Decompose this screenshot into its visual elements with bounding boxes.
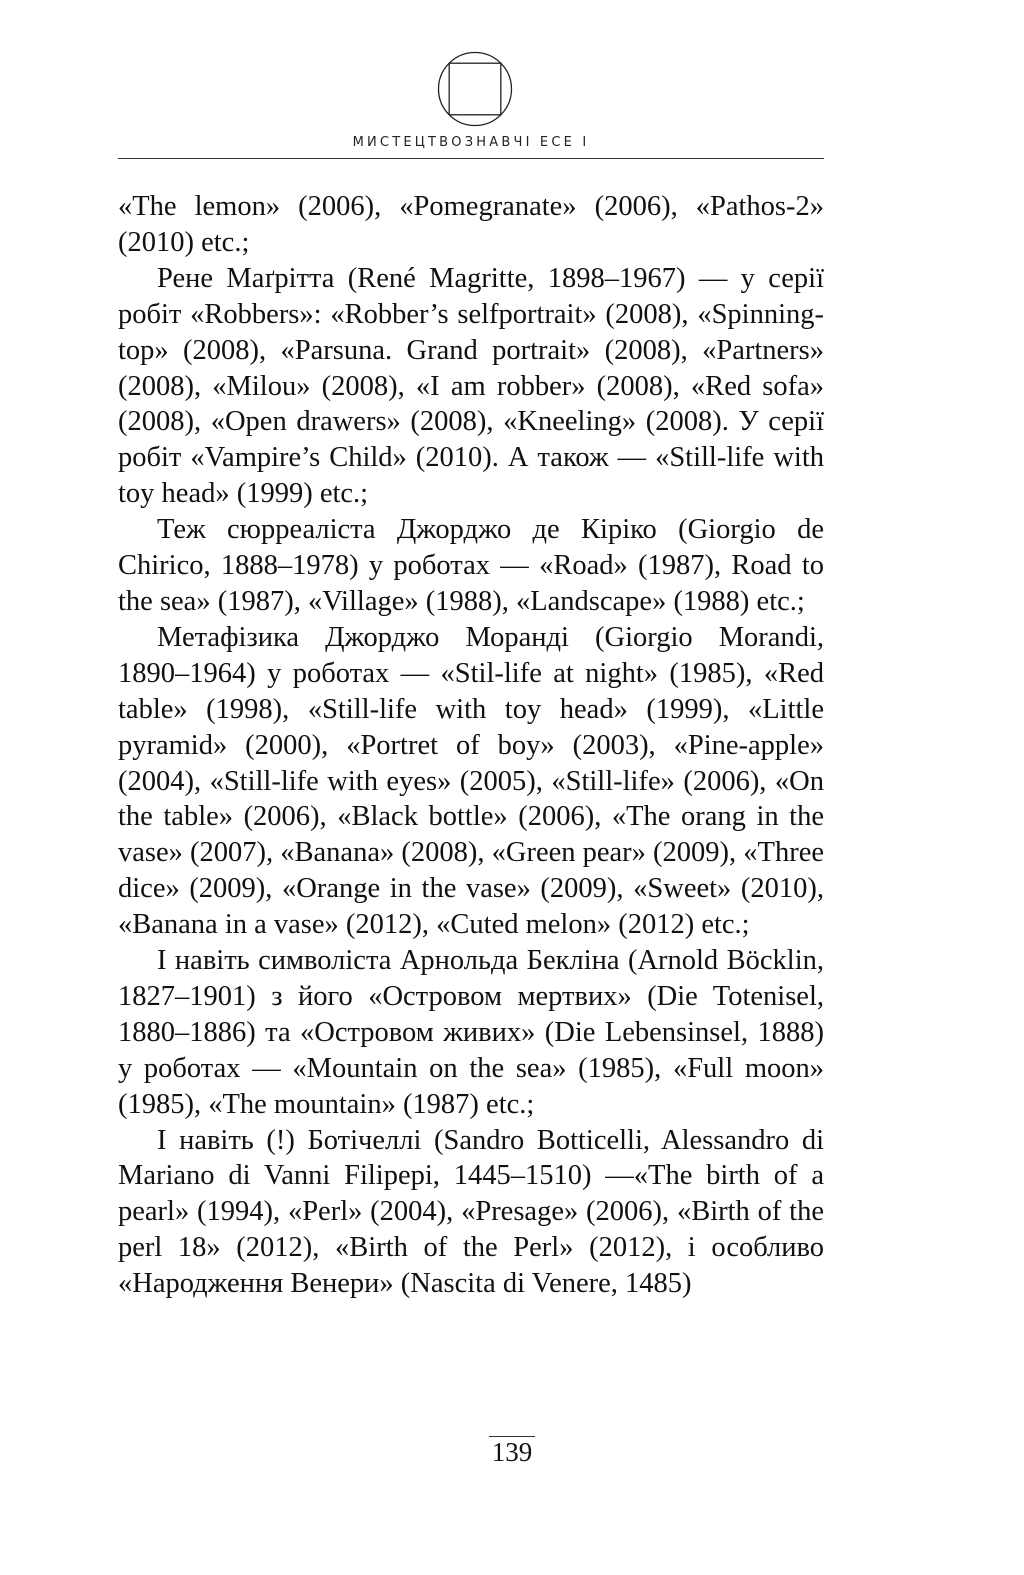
paragraph-botticelli: І навіть (!) Ботічеллі (Sandro Botticelli, Alessandro di Mariano di Vanni Filipepi, 1445–1510) —«The birth of a pearl» (1994), «Perl» (2004), «Presage» (2006), «Birth of the perl 18» (2012), «Birth of the Perl» (2012), і особливо «Народження Венери» (Nascita di Venere, 1485) [118, 1124, 824, 1300]
page-number: 139 [489, 1436, 536, 1467]
paragraph-de-chirico: Теж сюрреаліста Джорджо де Кіріко (Giorgio de Chirico, 1888–1978) у роботах — «Road» (1987), Road to the sea» (1987), «Village» (1988), «Landscape» (1988) etc.; [118, 514, 824, 617]
paragraph-bocklin: І навіть символіста Арнольда Бекліна (Arnold Böcklin, 1827–1901) з його «Островом мертвих» (Die Totenisel, 1880–1886) та «Островом живих» (Die Lebensinsel, 1888) у роботах — «Mountain on the sea» (1985), «Full moon» (1985), «The mountain» (1987) etc.; [118, 945, 824, 1120]
paragraph-magritte: Рене Маґрітта (René Magritte, 1898–1967) — у серії робіт «Robbers»: «Robber’s selfportrait» (2008), «Spinning-top» (2008), «Parsuna. Grand portrait» (2008), «Partners» (2008), «Milou» (2008), «I am robber» (2008), «Red sofa» (2008), «Open drawers» (2008), «Kneeling» (2008). У серії робіт «Vampire’s Child» (2010). А також — «Still-life with toy head» (1999) etc.; [118, 262, 824, 510]
paragraph-morandi: Метафізика Джорджо Моранді (Giorgio Morandi, 1890–1964) у роботах — «Stil-life at night» (1985), «Red table» (1998), «Still-life with toy head» (1999), «Little pyramid» (2000), «Portret of boy» (2003), «Pine-apple» (2004), «Still-life with eyes» (2005), «Still-life» (2006), «On the table» (2006), «Black bottle» (2006), «The orang in the vase» (2007), «Banana» (2008), «Green pear» (2009), «Three dice» (2009), «Orange in the vase» (2009), «Sweet» (2010), «Banana in a vase» (2012), «Cuted melon» (2012) etc.; [118, 621, 824, 941]
running-title: МИСТЕЦТВОЗНАВЧІ ЕСЕ І [352, 135, 590, 150]
header-rule [118, 158, 824, 159]
page-number-block [0, 1436, 1024, 1467]
paragraph-continuation: «The lemon» (2006), «Pomegranate» (2006), «Pathos-2» (2010) etc.; [118, 191, 824, 258]
circle-square-emblem-icon [437, 51, 513, 127]
body-text [118, 189, 824, 1302]
